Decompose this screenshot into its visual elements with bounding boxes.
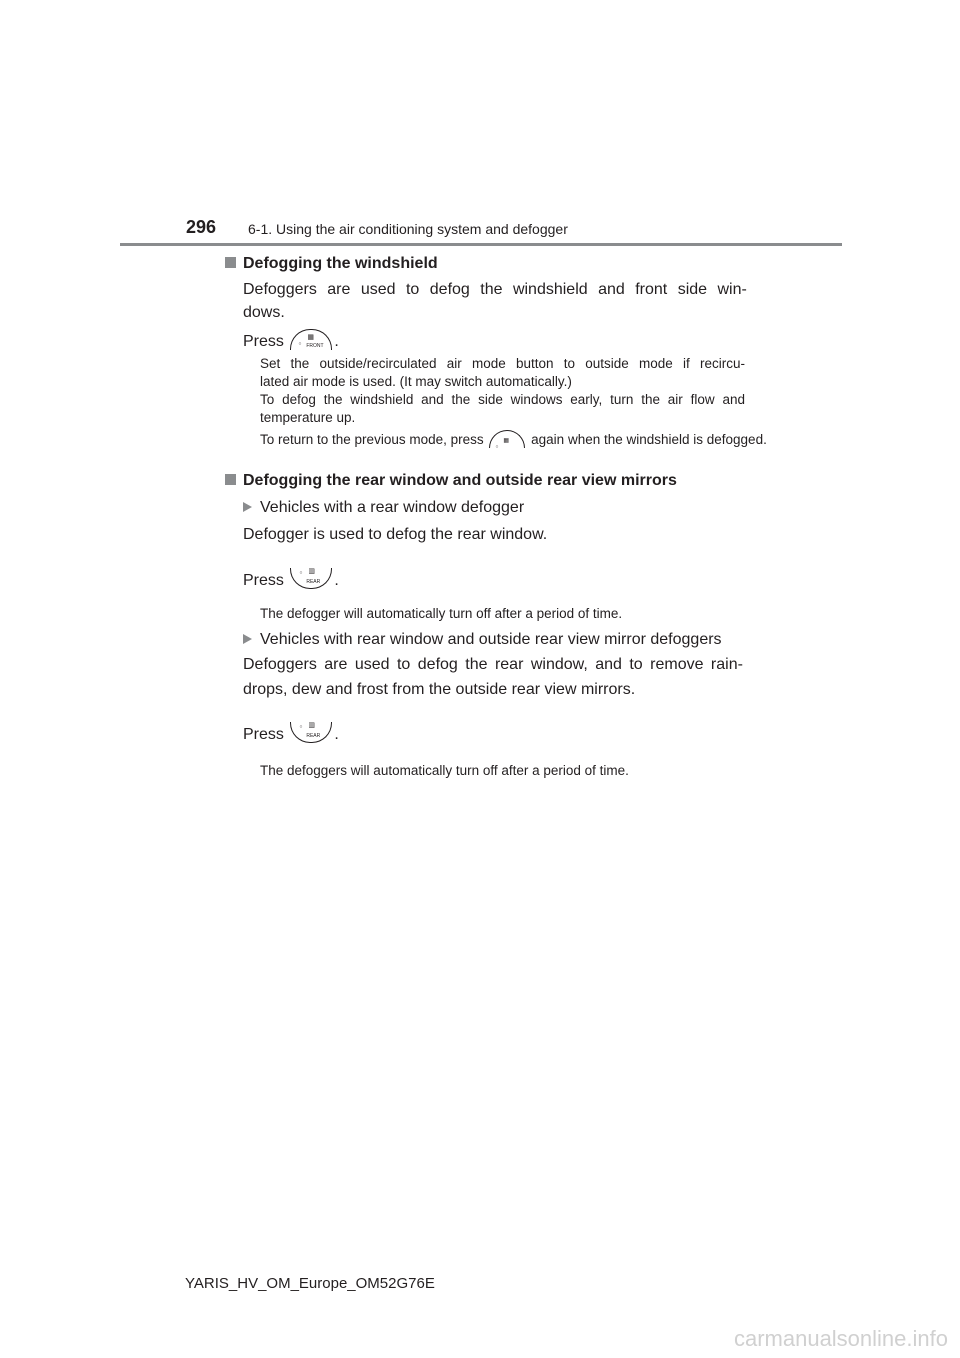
manual-page: 296 6-1. Using the air conditioning system and defogger Defogging the windshield Defoggers are used to defog the windshield and front side win- dows. Press ○ ▦ FRONT . Set the outside/recirculated air mode button to outside mode if recircu- lated air mode is used. (It may switch automatically.) To defog the windshield and the side windows early, turn the air flow and temperature up. To return to the previous mode, press ○ ▦ again when the windshield is defogged. Defogging the rear window and outside rear view mirrors Vehicles with a rear window defogger Defogger is used to defog the rear window. Press ○ ▥ REAR . The defogger will automatically turn off after a period of time. Vehicles with rear window and outside rear view mirror defoggers Defoggers are used to defog the rear window, and to remove rain- drops, dew and frost from the outside rear view mirrors. Press ○ ▥ REAR . The defoggers will automatically turn off after a period of time. YARIS_HV_OM_Europe_OM52G76E carmanualsonline.info [0, 0, 960, 1358]
page-number: 296 [186, 217, 217, 237]
press-label: Press [243, 572, 284, 589]
square-bullet-icon [225, 257, 236, 268]
triangle-bullet-icon [243, 502, 252, 512]
document-id: YARIS_HV_OM_Europe_OM52G76E [185, 1275, 435, 1292]
heading-rear: Defogging the rear window and outside rear view mirrors [225, 472, 677, 490]
front-defogger-button-icon: ○ ▦ [489, 430, 525, 448]
variant-rear-mirror: Vehicles with rear window and outside rear view mirror defoggers [243, 631, 722, 649]
body-text: Defoggers are used to defog the windshield and front side win- [243, 281, 747, 298]
triangle-bullet-icon [243, 634, 252, 644]
note-outside-mode: Set the outside/recirculated air mode button to outside mode if recircu- lated air mode is used. (It may switch automatically.) To defog the windshield and the side windows early, turn the air flow and temperature up. [260, 356, 745, 425]
header-rule [120, 243, 842, 246]
heading-text: Defogging the windshield [243, 255, 438, 272]
note-return: To return to the previous mode, press ○ ▦ again when the windshield is defogged. [260, 432, 767, 450]
section-title: 6-1. Using the air conditioning system and defogger [248, 221, 568, 237]
body-text: dows. [243, 304, 285, 321]
square-bullet-icon [225, 474, 236, 485]
body-text: drops, dew and frost from the outside rear view mirrors. [243, 681, 636, 698]
note-auto-off: The defoggers will automatically turn off after a period of time. [260, 763, 629, 778]
watermark: carmanualsonline.info [733, 1326, 948, 1351]
rear-defogger-button-icon: ○ ▥ REAR [290, 722, 332, 743]
heading-windshield [225, 255, 438, 273]
rear-defogger-button-icon: ○ ▥ REAR [290, 568, 332, 589]
press-label: Press [243, 726, 284, 743]
body-text: Defoggers are used to defog the rear window, and to remove rain- [243, 656, 743, 673]
front-defogger-button-icon: ○ ▦ FRONT [290, 329, 332, 350]
body-text: Defogger is used to defog the rear window. [243, 526, 548, 543]
variant-rear-window: Vehicles with a rear window defogger [243, 499, 524, 517]
press-label: Press [243, 333, 284, 350]
note-auto-off: The defogger will automatically turn off after a period of time. [260, 606, 623, 621]
